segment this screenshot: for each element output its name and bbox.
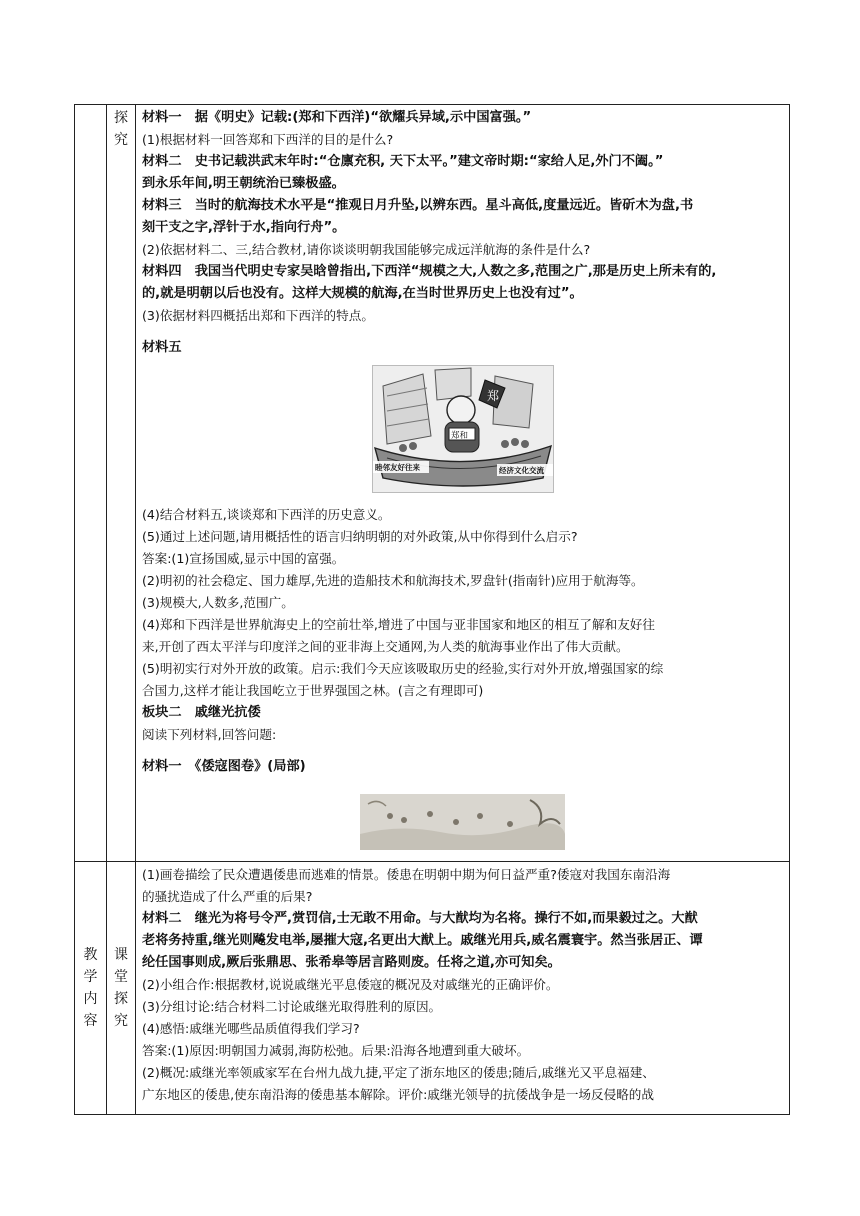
content-cell-1 [136, 105, 790, 862]
text-line: 答案:(1)宣扬国威,显示中国的富强。 [142, 551, 345, 566]
cartoon-left-caption: 睦邻友好往来 [374, 463, 420, 472]
cartoon-name-text: 郑和 [450, 431, 468, 441]
sub-label-cell-2 [107, 862, 136, 1115]
content-block-1 [136, 105, 789, 857]
main-label-cell [75, 862, 107, 1115]
text-line: 纶任国事则成,厥后张鼎思、张希皋等居言路则废。任将之道,亦可知矣。 [142, 955, 561, 970]
text-line: 答案:(1)原因:明朝国力减弱,海防松弛。后果:沿海各地遭到重大破坏。 [142, 1043, 530, 1058]
material-lines-3 [142, 864, 783, 1106]
wokou-figure [142, 790, 783, 857]
material5-title: 材料五 [142, 340, 182, 355]
text-line: 材料二 继光为将号令严,赏罚信,士无敢不用命。与大猷均为名将。操行不如,而果毅过之。大猷 [142, 911, 698, 926]
text-line: 材料四 我国当代明史专家吴晗曾指出,下西洋“规模之大,人数之多,范围之广,那是历史上所未有的, [142, 264, 717, 279]
text-line: 刻干支之字,浮针于水,指向行舟”。 [142, 220, 346, 235]
text-line: (5)明初实行对外开放的政策。启示:我们今天应该吸取历史的经验,实行对外开放,增强国家的综 [142, 661, 664, 676]
text-line: 到永乐年间,明王朝统治已臻极盛。 [142, 176, 345, 191]
lesson-table [74, 104, 790, 1115]
content-cell-2 [136, 862, 790, 1115]
text-line: (3)规模大,人数多,范围广。 [142, 595, 294, 610]
text-line: (1)画卷描绘了民众遭遇倭患而逃难的情景。倭患在明朝中期为何日益严重?倭寇对我国东南沿海 [142, 867, 671, 882]
text-line: (5)通过上述问题,请用概括性的语言归纳明朝的对外政策,从中你得到什么启示? [142, 529, 578, 544]
text-line: 材料一 据《明史》记载:(郑和下西洋)“欲耀兵异域,示中国富强。” [142, 110, 532, 125]
cartoon-right-caption: 经济文化交流 [498, 466, 544, 475]
text-line: 的,就是明朝以后也没有。这样大规模的航海,在当时世界历史上也没有过”。 [142, 286, 583, 301]
text-line: (4)郑和下西洋是世界航海史上的空前壮举,增进了中国与亚非国家和地区的相互了解和友好往 [142, 617, 655, 632]
text-line: 材料二 史书记载洪武末年时:“仓廪充积, 天下太平。”建文帝时期:“家给人足,外门不阖。” [142, 154, 664, 169]
sub-label-cell [107, 105, 136, 862]
text-line: 合国力,这样才能让我国屹立于世界强国之林。(言之有理即可) [142, 683, 484, 698]
text-line: 材料三 当时的航海技术水平是“推观日月升坠,以辨东西。星斗高低,度量远近。皆斫木为盘,书 [142, 198, 694, 213]
wokou-material-title: 材料一 《倭寇图卷》(局部) [142, 759, 306, 774]
text-line: (2)明初的社会稳定、国力雄厚,先进的造船技术和航海技术,罗盘针(指南针)应用于航海等。 [142, 573, 644, 588]
main-label-teaching-content: 教学内容 [83, 947, 98, 1029]
table-row-2 [75, 862, 790, 1115]
zhenghe-cartoon-image [372, 365, 554, 493]
cartoon-flag-text: 郑 [486, 389, 499, 403]
sub-label-classroom-explore: 课堂探究 [114, 947, 128, 1029]
text-line: 广东地区的倭患,使东南沿海的倭患基本解除。评价:戚继光领导的抗倭战争是一场反侵略的战 [142, 1087, 654, 1102]
main-label-cell-empty [75, 105, 107, 862]
text-line: (2)依据材料二、三,结合教材,请你谈谈明朝我国能够完成远洋航海的条件是什么? [142, 242, 591, 257]
material-lines-1 [142, 107, 783, 327]
cartoon-figure [142, 365, 783, 500]
text-line: (2)概况:戚继光率领戚家军在台州九战九捷,平定了浙东地区的倭患;随后,戚继光又平息福建、 [142, 1065, 655, 1080]
sub-label-explore: 探究 [114, 110, 128, 148]
text-line: (2)小组合作:根据教材,说说戚继光平息倭寇的概况及对戚继光的正确评价。 [142, 977, 559, 992]
text-line: (3)分组讨论:结合材料二讨论戚继光取得胜利的原因。 [142, 999, 442, 1014]
content-block-2 [136, 862, 789, 1106]
text-line: 老将务持重,继光则飚发电举,屡摧大寇,名更出大猷上。戚继光用兵,威名震寰宇。然当张居正、谭 [142, 933, 703, 948]
wokou-scroll-image [360, 794, 565, 850]
text-line: 来,开创了西太平洋与印度洋之间的亚非海上交通网,为人类的航海事业作出了伟大贡献。 [142, 639, 629, 654]
text-line: (4)感悟:戚继光哪些品质值得我们学习? [142, 1021, 360, 1036]
text-line: 板块二 戚继光抗倭 [142, 705, 261, 720]
table-row-1 [75, 105, 790, 862]
text-line: (4)结合材料五,谈谈郑和下西洋的历史意义。 [142, 507, 391, 522]
text-line: 阅读下列材料,回答问题: [142, 727, 277, 742]
text-line: (1)根据材料一回答郑和下西洋的目的是什么? [142, 132, 394, 147]
text-line: (3)依据材料四概括出郑和下西洋的特点。 [142, 308, 374, 323]
text-line: 的骚扰造成了什么严重的后果? [142, 889, 313, 904]
material-lines-2 [142, 504, 783, 746]
